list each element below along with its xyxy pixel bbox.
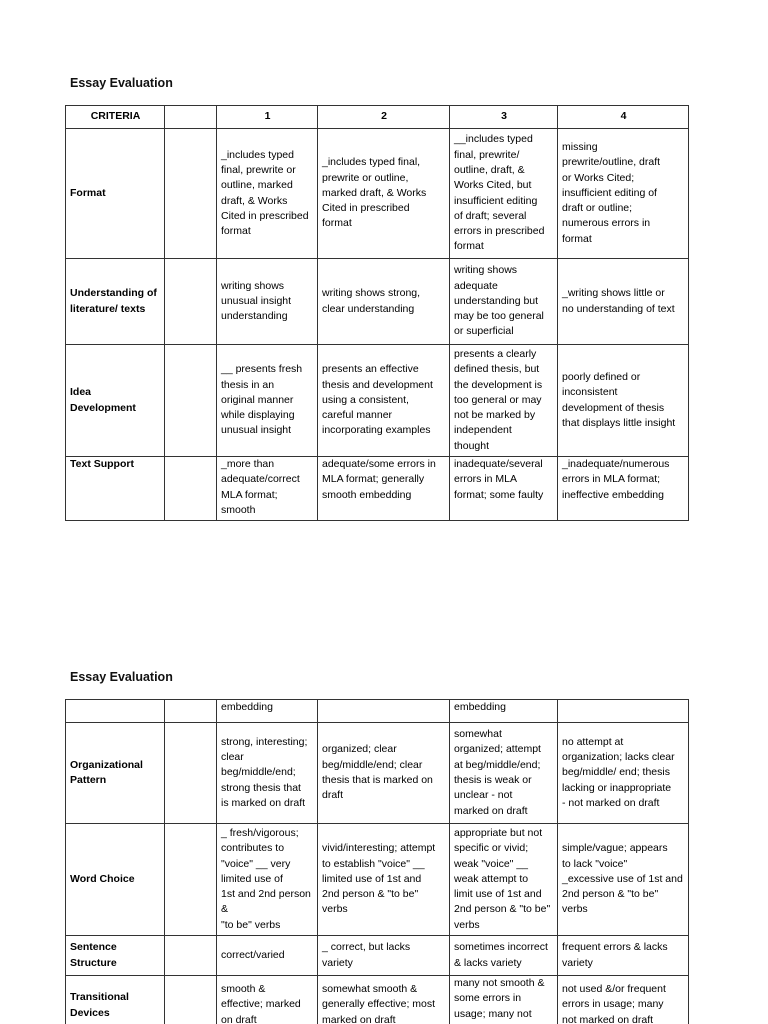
blank-cell [165, 129, 217, 259]
score-1-cell: strong, interesting; clear beg/middle/end; strong thesis that is marked on draft [217, 723, 318, 824]
table-row [66, 700, 689, 723]
score-2-cell [318, 700, 450, 723]
score-4-cell: _inadequate/numerous errors in MLA format; ineffective embedding [558, 457, 689, 521]
score-3-cell: inadequate/several errors in MLA format; some faulty [450, 457, 558, 521]
score-4-cell: simple/vague; appears to lack "voice" _excessive use of 1st and 2nd person & "to be" verbs [558, 824, 689, 936]
score-1-cell: correct/varied [217, 936, 318, 976]
header-score-1: 1 [217, 106, 318, 129]
score-4-cell: poorly defined or inconsistent development of thesis that displays little insight [558, 345, 689, 457]
score-2-cell: writing shows strong, clear understanding [318, 259, 450, 345]
score-3-cell: appropriate but not specific or vivid; weak "voice" __ weak attempt to limit use of 1st and 2nd person & "to be" verbs [450, 824, 558, 936]
blank-cell [165, 700, 217, 723]
score-4-cell: no attempt at organization; lacks clear beg/middle/ end; thesis lacking or inappropriate - not marked on draft [558, 723, 689, 824]
score-2-cell: presents an effective thesis and development using a consistent, careful manner incorporating examples [318, 345, 450, 457]
score-4-cell: not used &/or frequent errors in usage; many not marked on draft [558, 976, 689, 1024]
table-row [66, 259, 689, 345]
table-row [66, 976, 689, 1024]
table-row [66, 723, 689, 824]
table-row [66, 824, 689, 936]
score-3-cell: many not smooth & some errors in usage; many not [450, 976, 558, 1024]
criteria-cell: Format [66, 129, 165, 259]
criteria-cell: Transitional Devices [66, 976, 165, 1024]
score-1-cell: _ fresh/vigorous; contributes to "voice" __ very limited use of 1st and 2nd person & "to be" verbs [217, 824, 318, 936]
score-4-cell: _writing shows little or no understanding of text [558, 259, 689, 345]
score-1-cell: writing shows unusual insight understanding [217, 259, 318, 345]
blank-cell [165, 723, 217, 824]
criteria-cell [66, 700, 165, 723]
score-2-cell: vivid/interesting; attempt to establish "voice" __ limited use of 1st and 2nd person & "to be" verbs [318, 824, 450, 936]
table-row [66, 936, 689, 976]
table-row [66, 345, 689, 457]
score-3-cell: embedding [450, 700, 558, 723]
score-3-cell: somewhat organized; attempt at beg/middle/end; thesis is weak or unclear - not marked on draft [450, 723, 558, 824]
score-1-cell: smooth & effective; marked on draft [217, 976, 318, 1024]
header-blank [165, 106, 217, 129]
criteria-cell: Word Choice [66, 824, 165, 936]
page-title: Essay Evaluation [70, 670, 173, 684]
blank-cell [165, 345, 217, 457]
blank-cell [165, 936, 217, 976]
score-4-cell: missing prewrite/outline, draft or Works Cited; insufficient editing of draft or outline; numerous errors in format [558, 129, 689, 259]
table-row [66, 129, 689, 259]
header-criteria: CRITERIA [66, 106, 165, 129]
criteria-cell: Sentence Structure [66, 936, 165, 976]
rubric-table [65, 105, 689, 521]
score-4-cell: frequent errors & lacks variety [558, 936, 689, 976]
header-score-2: 2 [318, 106, 450, 129]
blank-cell [165, 457, 217, 521]
header-score-4: 4 [558, 106, 689, 129]
score-4-cell [558, 700, 689, 723]
table-row [66, 457, 689, 521]
score-2-cell: organized; clear beg/middle/end; clear thesis that is marked on draft [318, 723, 450, 824]
blank-cell [165, 259, 217, 345]
header-score-3: 3 [450, 106, 558, 129]
score-2-cell: _includes typed final, prewrite or outline, marked draft, & Works Cited in prescribed format [318, 129, 450, 259]
score-3-cell: presents a clearly defined thesis, but the development is too general or may not be marked by independent thought [450, 345, 558, 457]
table-header-row [66, 106, 689, 129]
score-3-cell: sometimes incorrect & lacks variety [450, 936, 558, 976]
blank-cell [165, 976, 217, 1024]
score-3-cell: __includes typed final, prewrite/ outline, draft, & Works Cited, but insufficient editing of draft; several errors in prescribed format [450, 129, 558, 259]
criteria-cell: Idea Development [66, 345, 165, 457]
criteria-cell: Understanding of literature/ texts [66, 259, 165, 345]
criteria-cell: Organizational Pattern [66, 723, 165, 824]
criteria-cell: Text Support [66, 457, 165, 521]
score-2-cell: adequate/some errors in MLA format; generally smooth embedding [318, 457, 450, 521]
score-1-cell: _includes typed final, prewrite or outline, marked draft, & Works Cited in prescribed format [217, 129, 318, 259]
score-2-cell: _ correct, but lacks variety [318, 936, 450, 976]
score-1-cell: embedding [217, 700, 318, 723]
score-3-cell: writing shows adequate understanding but may be too general or superficial [450, 259, 558, 345]
score-1-cell: _more than adequate/correct MLA format; smooth [217, 457, 318, 521]
page-title: Essay Evaluation [70, 76, 173, 90]
rubric-table [65, 699, 689, 1024]
blank-cell [165, 824, 217, 936]
score-2-cell: somewhat smooth & generally effective; most marked on draft [318, 976, 450, 1024]
score-1-cell: __ presents fresh thesis in an original manner while displaying unusual insight [217, 345, 318, 457]
